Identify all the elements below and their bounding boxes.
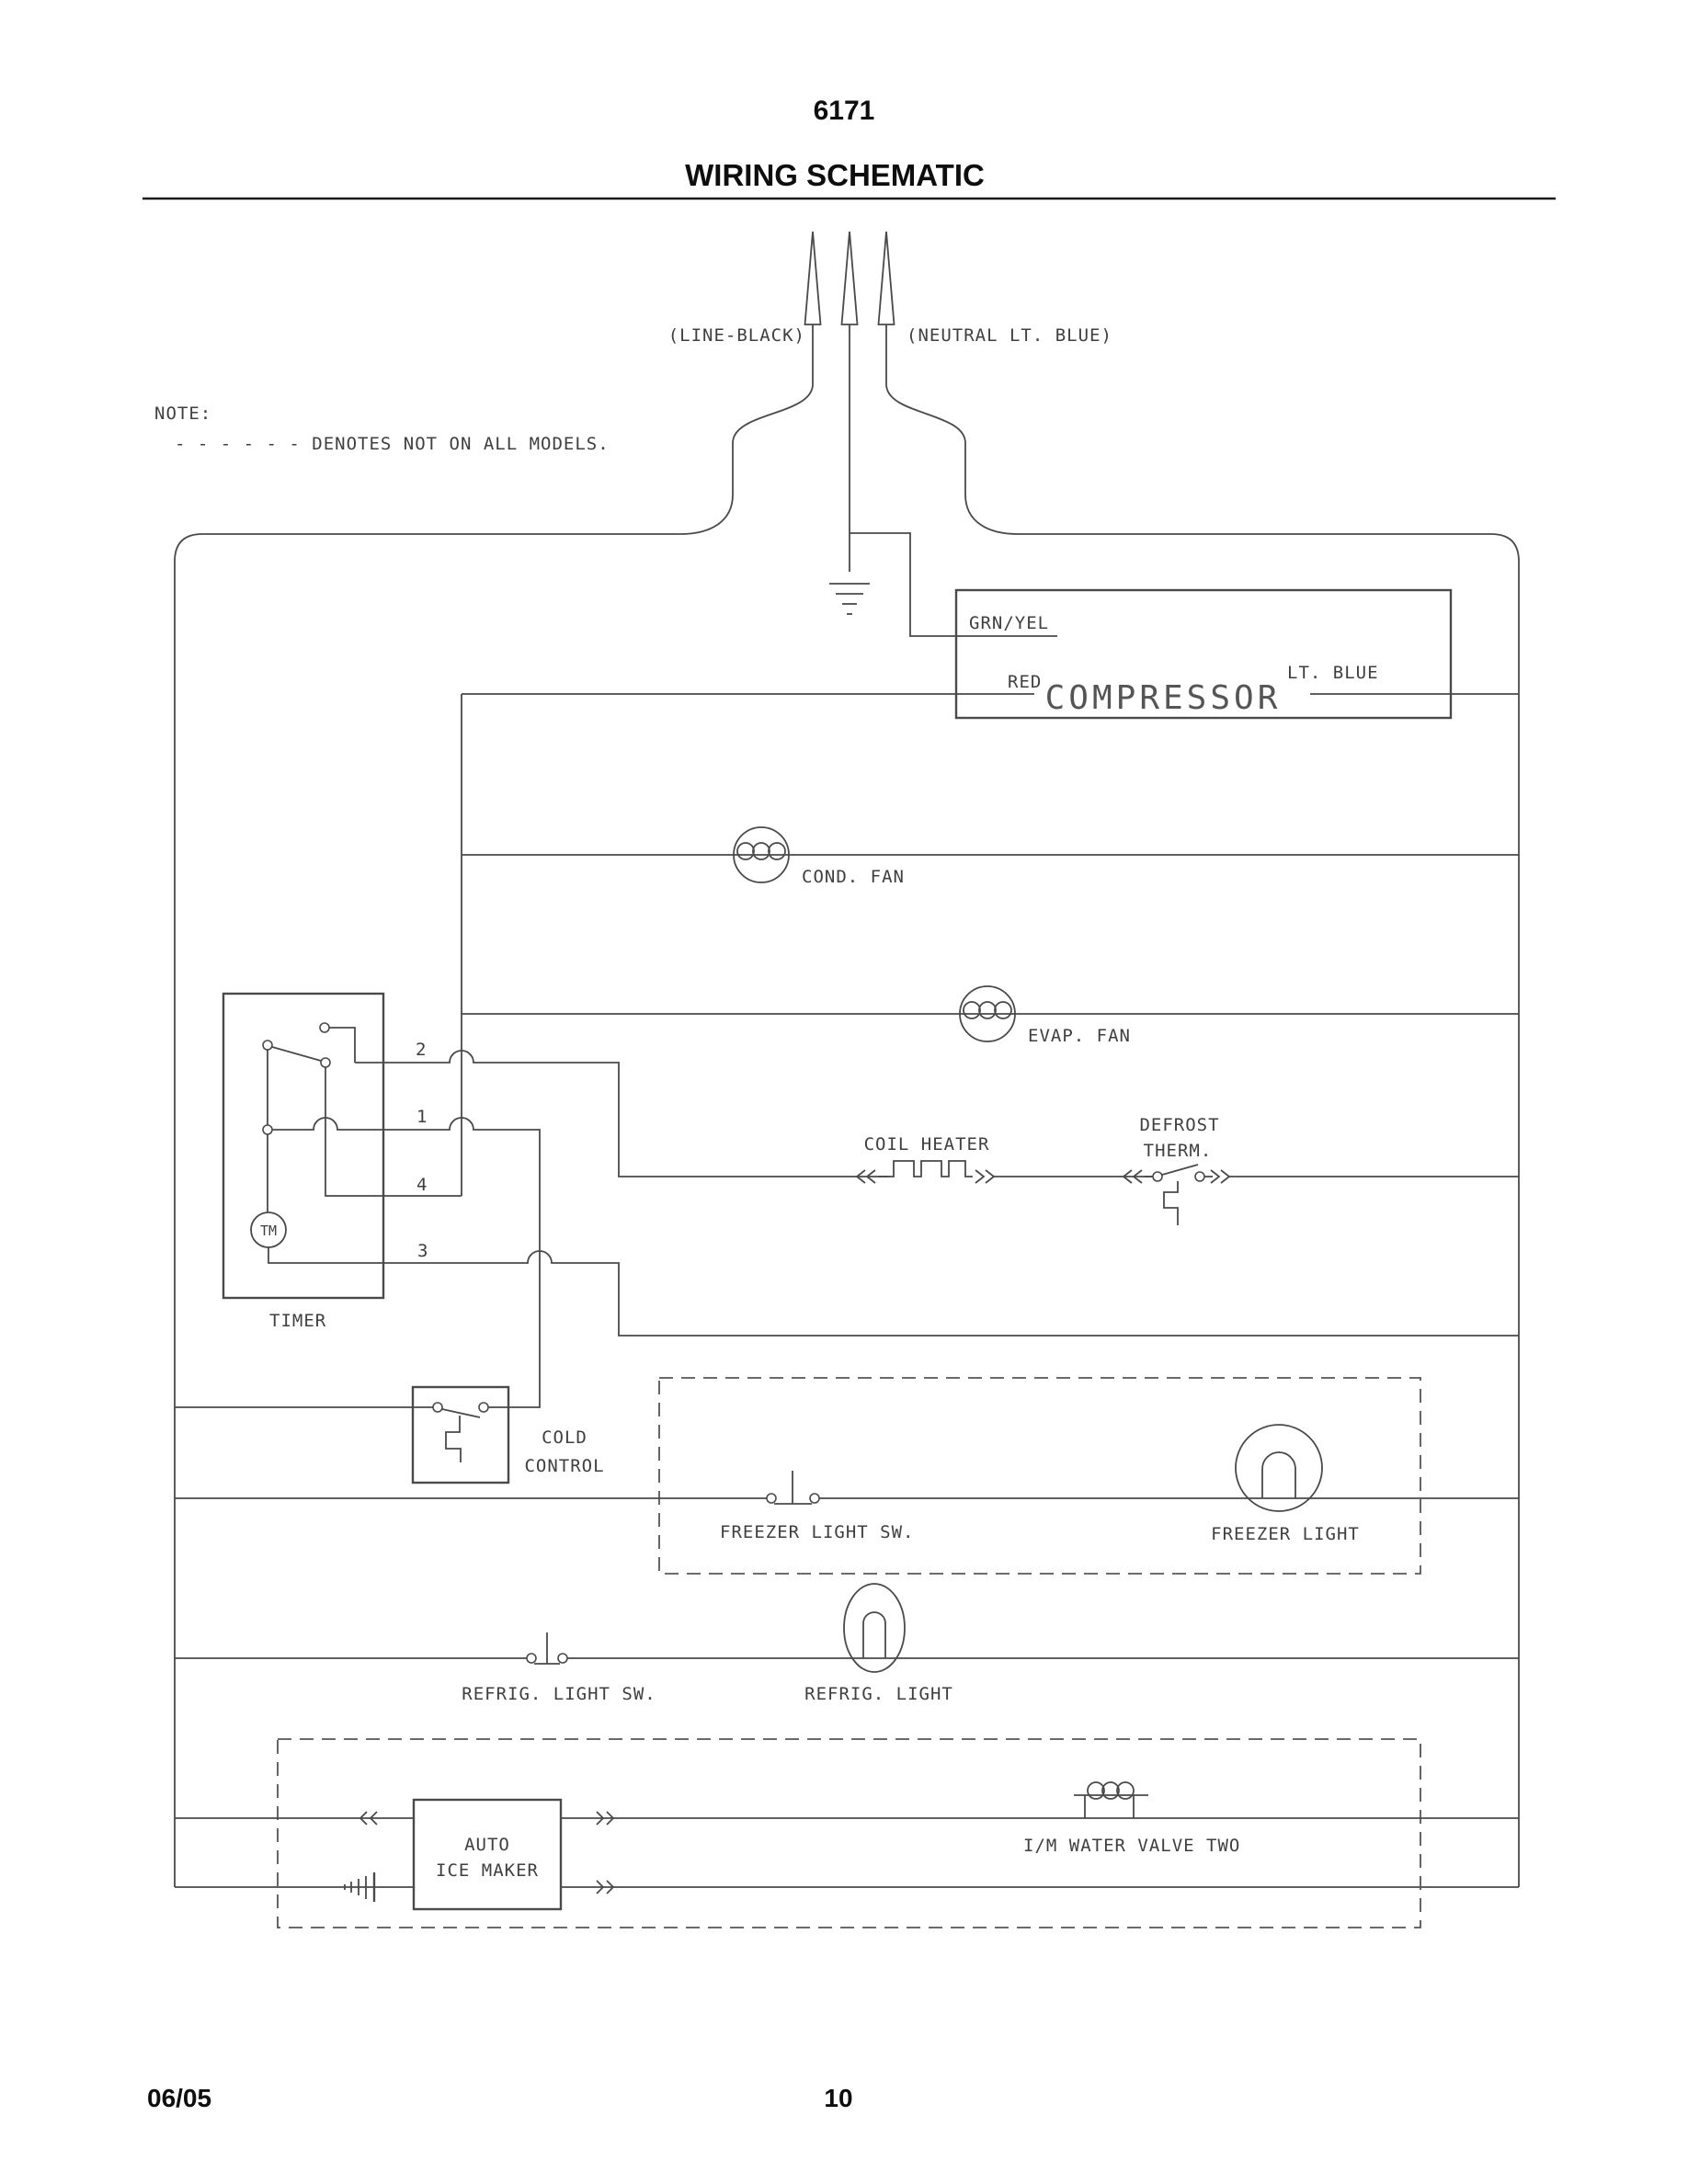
switch-contact [810,1494,819,1503]
freezer-light-circuit [175,1425,1519,1544]
evap-fan-label: EVAP. FAN [1028,1026,1131,1046]
connector-icon [1211,1170,1229,1183]
supply-arrows [668,232,1112,346]
enclosure-border [175,324,1519,1887]
connector-icon [975,1170,994,1183]
defrost-therm-label-2: THERM. [1143,1141,1213,1161]
wire-terminal3 [268,1247,1519,1336]
freezer-optional-box [659,1378,1420,1574]
timer-switch-blade [272,1047,321,1061]
switch-contact [527,1654,536,1663]
timer-contact [321,1058,330,1067]
im-water-valve-label: I/M WATER VALVE TWO [1023,1836,1241,1856]
cold-control-blade [442,1409,480,1417]
pushbutton-switch-icon [534,1632,560,1664]
switch-contact [767,1494,776,1503]
heater-element-icon [878,1161,973,1177]
defrost-switch-blade [1162,1165,1198,1175]
refrig-light-label: REFRIG. LIGHT [804,1684,953,1704]
defrost-therm [1123,1115,1519,1225]
note-line1: NOTE: [154,404,212,424]
page-title: WIRING SCHEMATIC [685,158,985,192]
refrig-light-circuit [175,1584,1519,1704]
timer-motor-label: TM [259,1223,278,1239]
line-arrow-icon [805,232,821,324]
footer-page-number: 10 [824,2084,853,2112]
freezer-light-label: FREEZER LIGHT [1211,1524,1360,1544]
model-number: 6171 [813,96,875,126]
evap-fan [462,986,1519,1046]
timer-label: TIMER [269,1311,327,1331]
cold-control-contact [479,1403,488,1412]
cold-control-label-2: CONTROL [524,1456,605,1476]
auto-ice-maker-label-2: ICE MAKER [436,1860,539,1881]
cond-fan [462,827,1519,887]
bulb-filament [863,1612,885,1658]
line-black-label: (LINE-BLACK) [667,325,805,346]
defrost-therm-label-1: DEFROST [1139,1115,1220,1135]
note [154,404,610,454]
timer-contact [320,1023,329,1032]
terminal-3-label: 3 [417,1241,429,1261]
timer-contact [263,1041,272,1050]
grn-yel-label: GRN/YEL [969,613,1050,633]
auto-ice-maker [175,1800,1519,1909]
wire-terminal4 [325,1067,462,1196]
footer-date: 06/05 [147,2084,212,2112]
compressor-label: COMPRESSOR [1044,679,1282,717]
cold-control-sensor-icon [446,1416,461,1462]
im-water-valve [1023,1782,1240,1856]
ice-maker-optional-box [278,1739,1420,1928]
neutral-arrow-icon [879,232,895,324]
compressor [462,590,1519,718]
lt-blue-label: LT. BLUE [1287,663,1379,683]
defrost-contact [1195,1172,1204,1181]
coil-heater [857,1134,1153,1183]
bulb-filament [1262,1452,1295,1498]
terminal-2-label: 2 [416,1040,428,1060]
terminal-4-label: 4 [416,1175,428,1195]
terminal-1-label: 1 [416,1107,428,1127]
freezer-light-sw-label: FREEZER LIGHT SW. [720,1522,915,1542]
cold-control-label-1: COLD [542,1428,587,1448]
cond-fan-label: COND. FAN [802,867,905,887]
timer-contact [263,1125,272,1134]
red-label: RED [1008,672,1043,692]
pushbutton-switch-icon [774,1471,812,1504]
refrig-light-sw-label: REFRIG. LIGHT SW. [462,1684,656,1704]
note-line2: - - - - - - DENOTES NOT ON ALL MODELS. [175,434,610,454]
coil-heater-label: COIL HEATER [863,1134,990,1155]
auto-ice-maker-label-1: AUTO [464,1835,510,1855]
ground-arrow-icon [842,232,858,324]
cold-control-contact [433,1403,442,1412]
defrost-contact [1153,1172,1162,1181]
defrost-sensor-icon [1164,1181,1178,1225]
earth-ground-icon [829,584,870,614]
wire-terminal2 [355,1051,889,1177]
neutral-label: (NEUTRAL LT. BLUE) [907,325,1112,346]
switch-contact [558,1654,567,1663]
